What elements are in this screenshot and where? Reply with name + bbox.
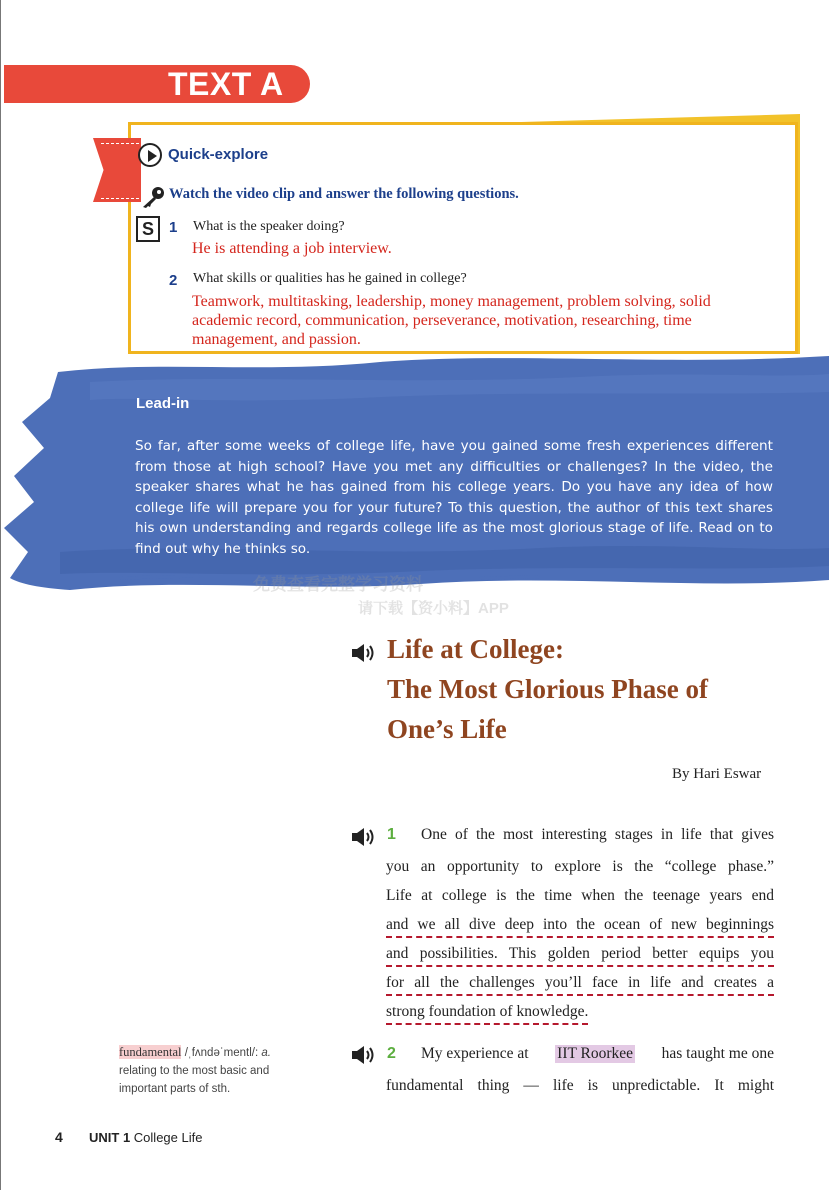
glossary-pos: a.: [261, 1047, 271, 1059]
article-title-line: One’s Life: [387, 714, 507, 744]
question-number: 2: [169, 272, 178, 289]
article-author: By Hari Eswar: [672, 766, 762, 782]
answer-text: Teamwork, multitasking, leadership, money management, problem solving, solid: [192, 293, 711, 310]
section-title: TEXT A: [168, 66, 284, 102]
answer-text: academic record, communication, perseverance, motivation, researching, time: [192, 312, 692, 329]
paragraph-line: and possibilities. This golden period better equips you: [386, 945, 774, 962]
paragraph-line: and we all dive deep into the ocean of new beginnings: [386, 916, 774, 933]
lead-in-text: So far, after some weeks of college life, have you gained some fresh experiences different from those at high school? Have you met any difficulties or challenges? In the video, the speaker shares what he has gained from his college years. Do you have any idea of how college life will prepare you for your future? To this question, the author of this text shares his own understanding and regards college life as the most glorious stage of life. Read on to find out why he thinks so.: [135, 438, 773, 557]
paragraph-line: Life at college is the time when the teenage years end: [386, 887, 774, 904]
paragraph-line: for all the challenges you’ll face in life and creates a: [386, 974, 774, 991]
watermark-line-1: 免费查看完整学习资料: [253, 575, 423, 594]
paragraph-line: fundamental thing — life is unpredictable. It might: [386, 1077, 774, 1094]
glossary-phonetic: /ˌfʌndəˈmentl/:: [184, 1047, 259, 1059]
paragraph-line: you an opportunity to explore is the “college phase.”: [386, 858, 774, 875]
script-icon: S: [136, 216, 160, 242]
key-icon: [140, 185, 166, 209]
article-title-line: Life at College:: [387, 634, 564, 664]
question-text: What is the speaker doing?: [193, 219, 345, 234]
question-number: 1: [169, 219, 178, 236]
answer-text: He is attending a job interview.: [192, 240, 392, 257]
highlighted-term: IIT Roorkee: [557, 1045, 634, 1062]
article-title-line: The Most Glorious Phase of: [387, 674, 708, 704]
answer-text: management, and passion.: [192, 331, 361, 348]
question-text: What skills or qualities has he gained in college?: [193, 271, 467, 286]
audio-speaker-icon[interactable]: [351, 826, 377, 848]
glossary-note: [119, 1043, 309, 1098]
watermark-line-2: 请下载【资小料】APP: [358, 600, 509, 617]
paragraph-number: 2: [387, 1045, 396, 1062]
lead-in-heading: Lead-in: [136, 395, 190, 412]
quick-explore-label: Quick-explore: [168, 146, 269, 163]
quick-explore-instruction: Watch the video clip and answer the following questions.: [169, 186, 519, 202]
audio-speaker-icon[interactable]: [351, 1044, 377, 1066]
paragraph-line: One of the most interesting stages in life that gives: [421, 826, 774, 843]
page-number: 4: [55, 1129, 63, 1145]
glossary-definition: relating to the most basic and important parts of sth.: [119, 1065, 270, 1095]
paragraph-number: 1: [387, 826, 396, 843]
ribbon-stitching: [101, 143, 139, 199]
unit-label: UNIT 1 College Life: [89, 1130, 203, 1145]
paragraph-line: strong foundation of knowledge.: [386, 1003, 589, 1020]
audio-speaker-icon[interactable]: [351, 642, 377, 664]
paragraph-line: My experience at IIT Roorkee has taught me one: [421, 1045, 774, 1062]
play-icon[interactable]: [138, 143, 162, 167]
glossary-word: fundamental: [119, 1045, 182, 1059]
